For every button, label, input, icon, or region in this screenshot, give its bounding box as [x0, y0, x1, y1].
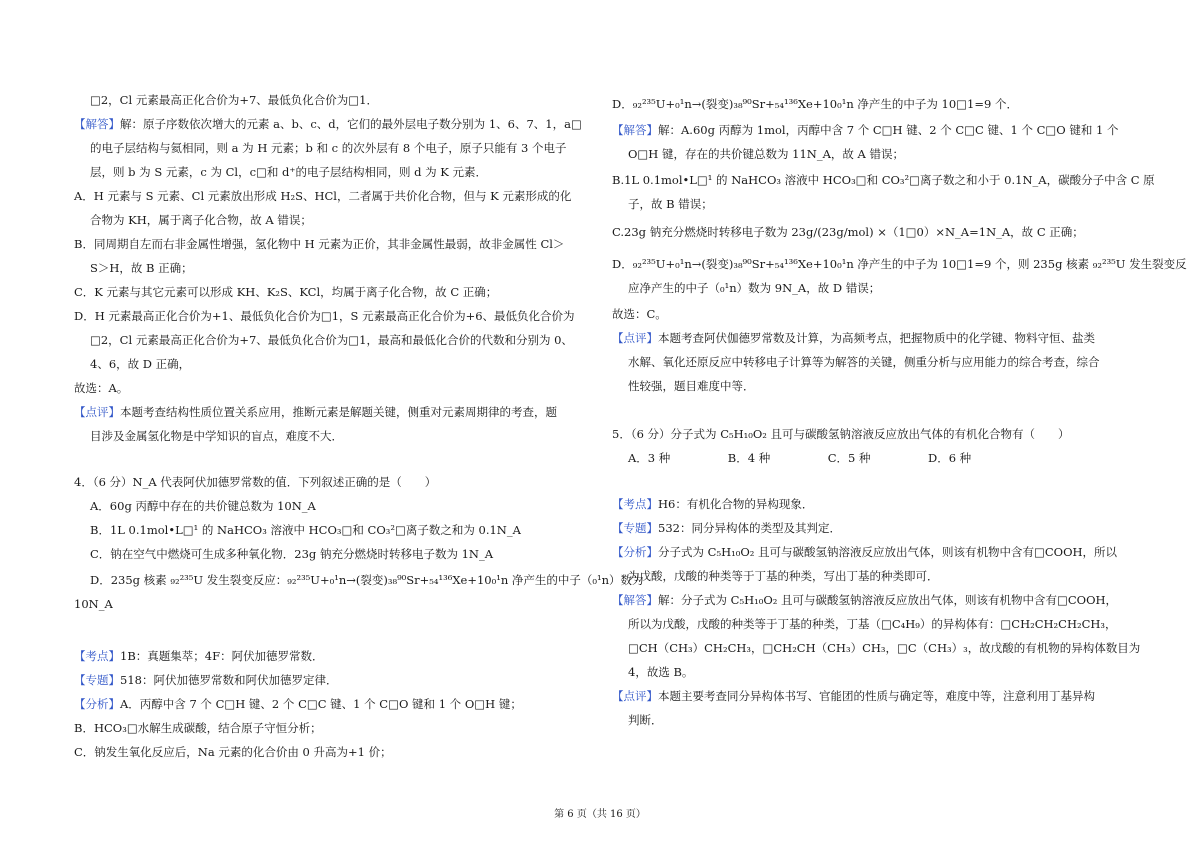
option-c: C．钠在空气中燃烧可生成多种氧化物．23g 钠充分燃烧时转移电子数为 1N_A [90, 547, 494, 561]
tag-jieda: 【解答】 [74, 117, 120, 131]
tag-dianping: 【点评】 [612, 331, 658, 345]
text-line: 故选：A。 [74, 381, 129, 395]
text-line: □CH（CH₃）CH₂CH₃，□CH₂CH（CH₃）CH₃，□C（CH₃）₃，故戊酸的有机物的异构体数目为 [628, 641, 1141, 655]
text-line: □2，Cl 元素最高正化合价为+7、最低负化合价为□1，最高和最低化合价的代数和分别为 0、 [90, 333, 573, 347]
text-line: 所以为戊酸，戊酸的种类等于丁基的种类，丁基（□C₄H₉）的异构体有：□CH₂CH₂CH₂CH₃， [628, 617, 1117, 631]
tag-fenxi: 【分析】 [74, 697, 120, 711]
text-line: 故选：C。 [612, 307, 667, 321]
text-line: 【考点】1B：真题集萃；4F：阿伏加德罗常数． [74, 649, 324, 663]
text-line: B.1L 0.1mol•L□¹ 的 NaHCO₃ 溶液中 HCO₃□和 CO₃²□离子数之和小于 0.1N_A，碳酸分子中含 C 原 [612, 173, 1155, 187]
text-line: D．₉₂²³⁵U+₀¹n→(裂变)₃₈⁹⁰Sr+₅₄¹³⁶Xe+10₀¹n 净产生的中子为 10□1=9 个，则 235g 核素 ₉₂²³⁵U 发生裂变反 [612, 257, 1187, 271]
tag-kaodian: 【考点】 [74, 649, 120, 663]
text-line: 目涉及金属氢化物是中学知识的盲点，难度不大． [90, 429, 343, 443]
question-4-stem: 4．（6 分）N_A 代表阿伏加德罗常数的值．下列叙述正确的是（ ） [74, 475, 437, 489]
text-line: 【解答】解：分子式为 C₅H₁₀O₂ 且可与碳酸氢钠溶液反应放出气体，则该有机物中含有□COOH， [612, 593, 1118, 607]
text-line: 的电子层结构与氦相同，则 a 为 H 元素；b 和 c 的次外层有 8 个电子，原子只能有 3 个电子 [90, 141, 567, 155]
text-line: 【点评】本题考查阿伏伽德罗常数及计算，为高频考点，把握物质中的化学键、物料守恒、盐类 [612, 331, 1095, 345]
text-line: 【点评】本题考查结构性质位置关系应用，推断元素是解题关键，侧重对元素周期律的考查，题 [74, 405, 557, 419]
text-line: 性较强，题目难度中等． [628, 379, 755, 393]
tag-jieda: 【解答】 [612, 123, 658, 137]
text-line: D．H 元素最高正化合价为+1、最低负化合价为□1，S 元素最高正化合价为+6、最低负化合价为 [74, 309, 575, 323]
text-line: 10N_A [74, 597, 113, 611]
option-d: D．235g 核素 ₉₂²³⁵U 发生裂变反应：₉₂²³⁵U+₀¹n→(裂变)₃₈⁹⁰Sr+₅₄¹³⁶Xe+10₀¹n 净产生的中子（₀¹n）数为 [90, 573, 644, 587]
tag-kaodian: 【考点】 [612, 497, 658, 511]
text-line: 【分析】A．丙醇中含 7 个 C□H 键、2 个 C□C 键、1 个 C□O 键和 1 个 O□H 键； [74, 697, 522, 711]
text-line: C.23g 钠充分燃烧时转移电子数为 23g/(23g/mol) ×（1□0）×N_A=1N_A，故 C 正确； [612, 225, 1084, 239]
tag-zhuanti: 【专题】 [74, 673, 120, 687]
text-line: S＞H，故 B 正确； [90, 261, 193, 275]
question-5-options: A．3 种 B．4 种 C．5 种 D．6 种 [628, 451, 972, 465]
text-line: 【解答】解：A.60g 丙醇为 1mol，丙醇中含 7 个 C□H 键、2 个 C□C 键、1 个 C□O 键和 1 个 [612, 123, 1119, 137]
tag-jieda: 【解答】 [612, 593, 658, 607]
text-line: D．₉₂²³⁵U+₀¹n→(裂变)₃₈⁹⁰Sr+₅₄¹³⁶Xe+10₀¹n 净产生的中子为 10□1=9 个． [612, 97, 1018, 111]
text-line: B．同周期自左而右非金属性增强，氢化物中 H 元素为正价，其非金属性最弱，故非金属性 Cl＞ [74, 237, 565, 251]
text-line: 【考点】H6：有机化合物的异构现象． [612, 497, 814, 511]
option-b: B．1L 0.1mol•L□¹ 的 NaHCO₃ 溶液中 HCO₃□和 CO₃²□离子数之和为 0.1N_A [90, 523, 521, 537]
tag-zhuanti: 【专题】 [612, 521, 658, 535]
question-5-stem: 5．（6 分）分子式为 C₅H₁₀O₂ 且可与碳酸氢钠溶液反应放出气体的有机化合物有（ ） [612, 427, 1070, 441]
text-line: 4、6，故 D 正确， [90, 357, 191, 371]
text-line: 层，则 b 为 S 元素，c 为 Cl，c□和 d⁺的电子层结构相同，则 d 为 K 元素． [90, 165, 488, 179]
tag-fenxi: 【分析】 [612, 545, 658, 559]
page-footer: 第 6 页（共 16 页） [554, 809, 646, 820]
text-line: 【专题】532：同分异构体的类型及其判定． [612, 521, 841, 535]
text-line: O□H 键，存在的共价键总数为 11N_A，故 A 错误； [628, 147, 904, 161]
text-line: 子，故 B 错误； [628, 197, 713, 211]
option-a: A．60g 丙醇中存在的共价键总数为 10N_A [90, 499, 316, 513]
tag-dianping: 【点评】 [612, 689, 658, 703]
text-line: 【分析】分子式为 C₅H₁₀O₂ 且可与碳酸氢钠溶液反应放出气体，则该有机物中含有□COOH，所以 [612, 545, 1118, 559]
text-line: 合物为 KH，属于离子化合物，故 A 错误； [90, 213, 312, 227]
text-line: 【专题】518：阿伏加德罗常数和阿伏加德罗定律． [74, 673, 338, 687]
text-line: □2，Cl 元素最高正化合价为+7、最低负化合价为□1． [90, 93, 378, 107]
text-line: 判断． [628, 713, 663, 727]
text-line: 为戊酸，戊酸的种类等于丁基的种类，写出丁基的种类即可． [628, 569, 939, 583]
tag-dianping: 【点评】 [74, 405, 120, 419]
text-line: 4，故选 B。 [628, 665, 694, 679]
text-line: B．HCO₃□水解生成碳酸，结合原子守恒分析； [74, 721, 322, 735]
text-line: A．H 元素与 S 元素、Cl 元素放出形成 H₂S、HCl，二者属于共价化合物，但与 K 元素形成的化 [74, 189, 572, 203]
text-line: C．钠发生氧化反应后，Na 元素的化合价由 0 升高为+1 价； [74, 745, 392, 759]
text-line: 【点评】本题主要考查同分异构体书写、官能团的性质与确定等，难度中等，注意利用丁基异构 [612, 689, 1095, 703]
text-line: 水解、氧化还原反应中转移电子计算等为解答的关键，侧重分析与应用能力的综合考查，综合 [628, 355, 1100, 369]
text-line: C．K 元素与其它元素可以形成 KH、K₂S、KCl，均属于离子化合物，故 C 正确； [74, 285, 498, 299]
text-line: 【解答】解：原子序数依次增大的元素 a、b、c、d，它们的最外层电子数分别为 1、6、7、1，a□ [74, 117, 582, 131]
text-line: 应净产生的中子（₀¹n）数为 9N_A，故 D 错误； [628, 281, 881, 295]
